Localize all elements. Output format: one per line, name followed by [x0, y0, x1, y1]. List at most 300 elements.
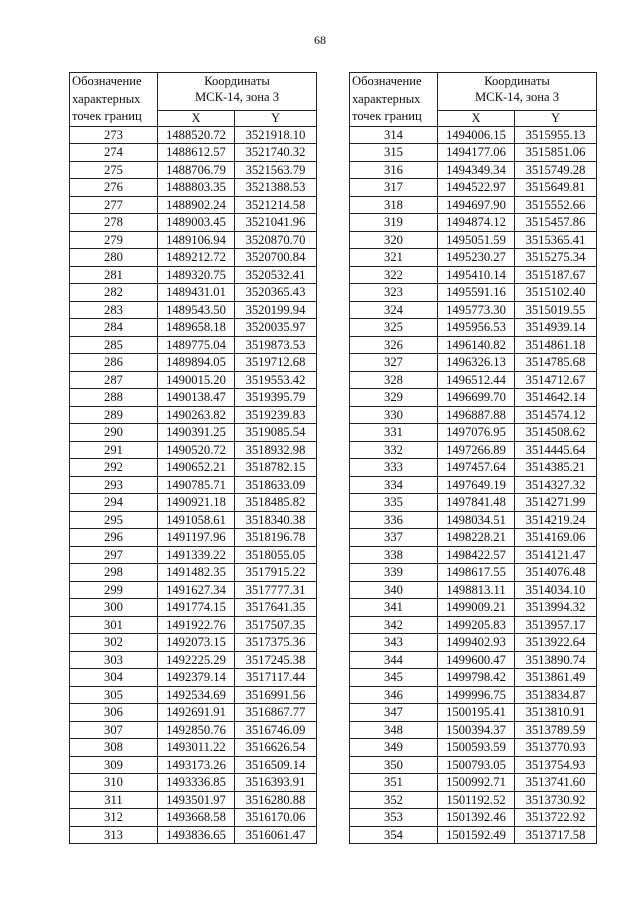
- point-number-cell: 288: [70, 389, 158, 407]
- x-coordinate-cell: 1491058.61: [158, 511, 235, 529]
- table-row: [350, 371, 597, 389]
- y-coordinate-cell: 3515457.86: [515, 214, 597, 232]
- y-coordinate-cell: 3519873.53: [235, 336, 317, 354]
- point-designation-header: [70, 73, 158, 127]
- point-number-cell: 350: [350, 756, 438, 774]
- point-number-cell: 291: [70, 441, 158, 459]
- y-coordinate-cell: 3519239.83: [235, 406, 317, 424]
- table-row: [70, 231, 317, 249]
- y-coordinate-cell: 3513810.91: [515, 704, 597, 722]
- table-row: [350, 564, 597, 582]
- point-number-cell: 322: [350, 266, 438, 284]
- x-coordinate-cell: 1500992.71: [438, 774, 515, 792]
- point-number-cell: 281: [70, 266, 158, 284]
- table-row: [70, 144, 317, 162]
- table-row: [70, 214, 317, 232]
- x-coordinate-cell: 1496699.70: [438, 389, 515, 407]
- y-coordinate-cell: 3514327.32: [515, 476, 597, 494]
- point-number-cell: 346: [350, 686, 438, 704]
- point-number-cell: 297: [70, 546, 158, 564]
- point-number-cell: 286: [70, 354, 158, 372]
- x-column-header: X: [438, 110, 515, 126]
- table-row: [70, 581, 317, 599]
- point-number-cell: 275: [70, 161, 158, 179]
- table-row: [70, 599, 317, 617]
- x-coordinate-cell: 1496512.44: [438, 371, 515, 389]
- y-coordinate-cell: 3513722.92: [515, 809, 597, 827]
- point-number-cell: 317: [350, 179, 438, 197]
- x-coordinate-cell: 1499996.75: [438, 686, 515, 704]
- y-coordinate-cell: 3518633.09: [235, 476, 317, 494]
- y-coordinate-cell: 3516991.56: [235, 686, 317, 704]
- x-coordinate-cell: 1490138.47: [158, 389, 235, 407]
- x-coordinate-cell: 1498617.55: [438, 564, 515, 582]
- x-coordinate-cell: 1499205.83: [438, 616, 515, 634]
- point-header-line: Обозначение: [352, 74, 422, 88]
- table-row: [70, 266, 317, 284]
- y-column-header: Y: [515, 110, 597, 126]
- table-row: [350, 319, 597, 337]
- point-number-cell: 298: [70, 564, 158, 582]
- point-number-cell: 277: [70, 196, 158, 214]
- y-coordinate-cell: 3521214.58: [235, 196, 317, 214]
- table-body-right: [350, 126, 597, 844]
- x-coordinate-cell: 1500195.41: [438, 704, 515, 722]
- table-row: [350, 406, 597, 424]
- point-number-cell: 342: [350, 616, 438, 634]
- table-row: [70, 301, 317, 319]
- x-coordinate-cell: 1497841.48: [438, 494, 515, 512]
- coordinates-header: [438, 73, 597, 111]
- y-coordinate-cell: 3513922.64: [515, 634, 597, 652]
- table-row: [350, 634, 597, 652]
- y-coordinate-cell: 3517507.35: [235, 616, 317, 634]
- table-row: [350, 441, 597, 459]
- point-number-cell: 321: [350, 249, 438, 267]
- coordinate-system-label: МСК-14, зона 3: [194, 90, 280, 104]
- point-number-cell: 280: [70, 249, 158, 267]
- point-number-cell: 348: [350, 721, 438, 739]
- point-number-cell: 279: [70, 231, 158, 249]
- point-number-cell: 331: [350, 424, 438, 442]
- y-coordinate-cell: 3517915.22: [235, 564, 317, 582]
- x-coordinate-cell: 1494349.34: [438, 161, 515, 179]
- y-coordinate-cell: 3515649.81: [515, 179, 597, 197]
- table-row: [70, 616, 317, 634]
- y-coordinate-cell: 3516746.09: [235, 721, 317, 739]
- x-coordinate-cell: 1499402.93: [438, 634, 515, 652]
- x-coordinate-cell: 1495773.30: [438, 301, 515, 319]
- y-coordinate-cell: 3517375.36: [235, 634, 317, 652]
- x-coordinate-cell: 1492073.15: [158, 634, 235, 652]
- point-number-cell: 294: [70, 494, 158, 512]
- y-coordinate-cell: 3514712.67: [515, 371, 597, 389]
- table-row: [350, 791, 597, 809]
- y-coordinate-cell: 3516509.14: [235, 756, 317, 774]
- x-coordinate-cell: 1489894.05: [158, 354, 235, 372]
- table-row: [70, 774, 317, 792]
- point-number-cell: 276: [70, 179, 158, 197]
- table-row: [70, 319, 317, 337]
- y-coordinate-cell: 3513861.49: [515, 669, 597, 687]
- table-row: [70, 284, 317, 302]
- y-coordinate-cell: 3513741.60: [515, 774, 597, 792]
- point-number-cell: 338: [350, 546, 438, 564]
- x-coordinate-cell: 1489320.75: [158, 266, 235, 284]
- table-row: [70, 721, 317, 739]
- table-row: [350, 669, 597, 687]
- x-coordinate-cell: 1497649.19: [438, 476, 515, 494]
- x-coordinate-cell: 1498228.21: [438, 529, 515, 547]
- x-coordinate-cell: 1490263.82: [158, 406, 235, 424]
- point-number-cell: 273: [70, 126, 158, 144]
- point-number-cell: 308: [70, 739, 158, 757]
- point-number-cell: 325: [350, 319, 438, 337]
- table-row: [350, 214, 597, 232]
- y-coordinate-cell: 3514861.18: [515, 336, 597, 354]
- point-number-cell: 352: [350, 791, 438, 809]
- point-number-cell: 323: [350, 284, 438, 302]
- y-coordinate-cell: 3520532.41: [235, 266, 317, 284]
- y-coordinate-cell: 3515955.13: [515, 126, 597, 144]
- table-row: [350, 284, 597, 302]
- point-number-cell: 274: [70, 144, 158, 162]
- point-number-cell: 283: [70, 301, 158, 319]
- point-number-cell: 345: [350, 669, 438, 687]
- y-coordinate-cell: 3516061.47: [235, 826, 317, 844]
- table-row: [350, 511, 597, 529]
- y-coordinate-cell: 3515552.66: [515, 196, 597, 214]
- point-number-cell: 287: [70, 371, 158, 389]
- table-row: [70, 634, 317, 652]
- table-row: [70, 441, 317, 459]
- x-coordinate-cell: 1497076.95: [438, 424, 515, 442]
- point-header-line: точек границ: [352, 109, 422, 123]
- x-coordinate-cell: 1493668.58: [158, 809, 235, 827]
- table-row: [350, 231, 597, 249]
- x-coordinate-cell: 1498422.57: [438, 546, 515, 564]
- table-row: [70, 476, 317, 494]
- y-coordinate-cell: 3518340.38: [235, 511, 317, 529]
- x-coordinate-cell: 1490015.20: [158, 371, 235, 389]
- point-number-cell: 300: [70, 599, 158, 617]
- y-coordinate-cell: 3516626.54: [235, 739, 317, 757]
- y-coordinate-cell: 3518196.78: [235, 529, 317, 547]
- point-header-line: Обозначение: [72, 74, 142, 88]
- y-coordinate-cell: 3514076.48: [515, 564, 597, 582]
- y-coordinate-cell: 3515102.40: [515, 284, 597, 302]
- y-coordinate-cell: 3513957.17: [515, 616, 597, 634]
- x-coordinate-cell: 1491627.34: [158, 581, 235, 599]
- point-number-cell: 293: [70, 476, 158, 494]
- point-number-cell: 330: [350, 406, 438, 424]
- y-coordinate-cell: 3517117.44: [235, 669, 317, 687]
- y-coordinate-cell: 3514271.99: [515, 494, 597, 512]
- y-coordinate-cell: 3518932.98: [235, 441, 317, 459]
- x-coordinate-cell: 1492850.76: [158, 721, 235, 739]
- x-coordinate-cell: 1496326.13: [438, 354, 515, 372]
- table-row: [70, 354, 317, 372]
- point-number-cell: 337: [350, 529, 438, 547]
- x-coordinate-cell: 1500793.05: [438, 756, 515, 774]
- table-row: [350, 459, 597, 477]
- x-coordinate-cell: 1495230.27: [438, 249, 515, 267]
- y-coordinate-cell: 3513789.59: [515, 721, 597, 739]
- y-coordinate-cell: 3520700.84: [235, 249, 317, 267]
- point-number-cell: 353: [350, 809, 438, 827]
- x-coordinate-cell: 1496140.82: [438, 336, 515, 354]
- point-number-cell: 296: [70, 529, 158, 547]
- coordinates-header-title: Координаты: [204, 74, 270, 88]
- table-row: [350, 581, 597, 599]
- y-coordinate-cell: 3517777.31: [235, 581, 317, 599]
- point-number-cell: 336: [350, 511, 438, 529]
- x-coordinate-cell: 1491482.35: [158, 564, 235, 582]
- point-number-cell: 302: [70, 634, 158, 652]
- point-number-cell: 305: [70, 686, 158, 704]
- y-coordinate-cell: 3515187.67: [515, 266, 597, 284]
- y-coordinate-cell: 3514034.10: [515, 581, 597, 599]
- y-coordinate-cell: 3513890.74: [515, 651, 597, 669]
- table-row: [350, 266, 597, 284]
- y-coordinate-cell: 3519085.54: [235, 424, 317, 442]
- point-number-cell: 313: [70, 826, 158, 844]
- point-number-cell: 333: [350, 459, 438, 477]
- table-row: [350, 739, 597, 757]
- point-designation-header: [350, 73, 438, 127]
- table-row: [350, 651, 597, 669]
- x-coordinate-cell: 1499600.47: [438, 651, 515, 669]
- coordinates-table-left: [69, 72, 317, 844]
- x-coordinate-cell: 1501392.46: [438, 809, 515, 827]
- point-number-cell: 340: [350, 581, 438, 599]
- point-number-cell: 328: [350, 371, 438, 389]
- x-coordinate-cell: 1491197.96: [158, 529, 235, 547]
- y-coordinate-cell: 3521918.10: [235, 126, 317, 144]
- x-coordinate-cell: 1499009.21: [438, 599, 515, 617]
- point-number-cell: 309: [70, 756, 158, 774]
- x-coordinate-cell: 1492691.91: [158, 704, 235, 722]
- x-coordinate-cell: 1495956.53: [438, 319, 515, 337]
- y-coordinate-cell: 3514169.06: [515, 529, 597, 547]
- point-number-cell: 344: [350, 651, 438, 669]
- table-row: [350, 704, 597, 722]
- x-coordinate-cell: 1489543.50: [158, 301, 235, 319]
- table-row: [350, 809, 597, 827]
- table-row: [350, 686, 597, 704]
- x-coordinate-cell: 1488902.24: [158, 196, 235, 214]
- table-row: [350, 599, 597, 617]
- x-coordinate-cell: 1490921.18: [158, 494, 235, 512]
- y-coordinate-cell: 3513754.93: [515, 756, 597, 774]
- point-number-cell: 349: [350, 739, 438, 757]
- x-coordinate-cell: 1492379.14: [158, 669, 235, 687]
- y-coordinate-cell: 3514385.21: [515, 459, 597, 477]
- x-coordinate-cell: 1489106.94: [158, 231, 235, 249]
- table-row: [350, 354, 597, 372]
- y-coordinate-cell: 3514445.64: [515, 441, 597, 459]
- table-row: [70, 826, 317, 844]
- point-number-cell: 284: [70, 319, 158, 337]
- table-row: [350, 144, 597, 162]
- y-coordinate-cell: 3514939.14: [515, 319, 597, 337]
- table-row: [70, 494, 317, 512]
- table-row: [70, 809, 317, 827]
- x-coordinate-cell: 1489431.01: [158, 284, 235, 302]
- point-number-cell: 318: [350, 196, 438, 214]
- x-coordinate-cell: 1489003.45: [158, 214, 235, 232]
- x-coordinate-cell: 1489658.18: [158, 319, 235, 337]
- x-coordinate-cell: 1488803.35: [158, 179, 235, 197]
- y-coordinate-cell: 3518782.15: [235, 459, 317, 477]
- table-row: [350, 546, 597, 564]
- point-number-cell: 314: [350, 126, 438, 144]
- point-number-cell: 320: [350, 231, 438, 249]
- y-coordinate-cell: 3516867.77: [235, 704, 317, 722]
- y-coordinate-cell: 3518485.82: [235, 494, 317, 512]
- point-number-cell: 312: [70, 809, 158, 827]
- table-row: [70, 371, 317, 389]
- point-number-cell: 304: [70, 669, 158, 687]
- point-number-cell: 339: [350, 564, 438, 582]
- x-coordinate-cell: 1495051.59: [438, 231, 515, 249]
- x-coordinate-cell: 1493836.65: [158, 826, 235, 844]
- y-coordinate-cell: 3515275.34: [515, 249, 597, 267]
- y-coordinate-cell: 3515749.28: [515, 161, 597, 179]
- y-coordinate-cell: 3518055.05: [235, 546, 317, 564]
- point-number-cell: 289: [70, 406, 158, 424]
- x-coordinate-cell: 1493173.26: [158, 756, 235, 774]
- y-coordinate-cell: 3520199.94: [235, 301, 317, 319]
- point-number-cell: 329: [350, 389, 438, 407]
- y-coordinate-cell: 3517245.38: [235, 651, 317, 669]
- point-number-cell: 347: [350, 704, 438, 722]
- table-row: [350, 249, 597, 267]
- x-coordinate-cell: 1498813.11: [438, 581, 515, 599]
- x-coordinate-cell: 1494006.15: [438, 126, 515, 144]
- point-number-cell: 319: [350, 214, 438, 232]
- y-coordinate-cell: 3513730.92: [515, 791, 597, 809]
- x-coordinate-cell: 1488520.72: [158, 126, 235, 144]
- x-coordinate-cell: 1493011.22: [158, 739, 235, 757]
- table-row: [70, 686, 317, 704]
- x-coordinate-cell: 1489775.04: [158, 336, 235, 354]
- x-coordinate-cell: 1501592.49: [438, 826, 515, 844]
- table-body-left: [70, 126, 317, 844]
- point-number-cell: 335: [350, 494, 438, 512]
- point-header-line: характерных: [352, 91, 421, 106]
- y-coordinate-cell: 3517641.35: [235, 599, 317, 617]
- x-coordinate-cell: 1492534.69: [158, 686, 235, 704]
- x-coordinate-cell: 1491774.15: [158, 599, 235, 617]
- point-number-cell: 354: [350, 826, 438, 844]
- x-coordinate-cell: 1497457.64: [438, 459, 515, 477]
- point-number-cell: 326: [350, 336, 438, 354]
- point-number-cell: 290: [70, 424, 158, 442]
- y-coordinate-cell: 3520365.43: [235, 284, 317, 302]
- point-number-cell: 324: [350, 301, 438, 319]
- y-coordinate-cell: 3519395.79: [235, 389, 317, 407]
- point-number-cell: 332: [350, 441, 438, 459]
- y-coordinate-cell: 3513994.32: [515, 599, 597, 617]
- x-coordinate-cell: 1494177.06: [438, 144, 515, 162]
- table-row: [70, 249, 317, 267]
- table-row: [70, 459, 317, 477]
- y-coordinate-cell: 3519712.68: [235, 354, 317, 372]
- table-row: [70, 704, 317, 722]
- point-number-cell: 285: [70, 336, 158, 354]
- x-coordinate-cell: 1491339.22: [158, 546, 235, 564]
- x-coordinate-cell: 1490785.71: [158, 476, 235, 494]
- point-number-cell: 292: [70, 459, 158, 477]
- point-number-cell: 327: [350, 354, 438, 372]
- table-row: [70, 564, 317, 582]
- y-coordinate-cell: 3521041.96: [235, 214, 317, 232]
- y-coordinate-cell: 3514219.24: [515, 511, 597, 529]
- point-number-cell: 301: [70, 616, 158, 634]
- point-header-line: характерных: [72, 91, 141, 106]
- table-row: [350, 826, 597, 844]
- coordinate-system-label: МСК-14, зона 3: [474, 90, 560, 104]
- table-row: [350, 179, 597, 197]
- y-coordinate-cell: 3513834.87: [515, 686, 597, 704]
- coordinates-header-title: Координаты: [484, 74, 550, 88]
- point-number-cell: 303: [70, 651, 158, 669]
- y-coordinate-cell: 3516280.88: [235, 791, 317, 809]
- table-row: [70, 161, 317, 179]
- table-row: [70, 511, 317, 529]
- table-row: [350, 774, 597, 792]
- point-number-cell: 282: [70, 284, 158, 302]
- x-coordinate-cell: 1501192.52: [438, 791, 515, 809]
- table-row: [70, 756, 317, 774]
- x-coordinate-cell: 1491922.76: [158, 616, 235, 634]
- point-header-line: точек границ: [72, 109, 142, 123]
- table-row: [350, 389, 597, 407]
- x-coordinate-cell: 1500394.37: [438, 721, 515, 739]
- table-row: [70, 424, 317, 442]
- point-number-cell: 315: [350, 144, 438, 162]
- x-coordinate-cell: 1495410.14: [438, 266, 515, 284]
- point-number-cell: 311: [70, 791, 158, 809]
- table-row: [70, 791, 317, 809]
- point-number-cell: 278: [70, 214, 158, 232]
- x-coordinate-cell: 1493336.85: [158, 774, 235, 792]
- y-coordinate-cell: 3514642.14: [515, 389, 597, 407]
- y-coordinate-cell: 3513717.58: [515, 826, 597, 844]
- x-coordinate-cell: 1490391.25: [158, 424, 235, 442]
- table-row: [70, 669, 317, 687]
- table-row: [350, 529, 597, 547]
- table-row: [70, 389, 317, 407]
- point-number-cell: 306: [70, 704, 158, 722]
- point-number-cell: 334: [350, 476, 438, 494]
- table-row: [350, 756, 597, 774]
- x-coordinate-cell: 1498034.51: [438, 511, 515, 529]
- x-coordinate-cell: 1496887.88: [438, 406, 515, 424]
- table-row: [70, 651, 317, 669]
- y-coordinate-cell: 3521563.79: [235, 161, 317, 179]
- table-row: [70, 406, 317, 424]
- y-coordinate-cell: 3515019.55: [515, 301, 597, 319]
- x-coordinate-cell: 1500593.59: [438, 739, 515, 757]
- point-number-cell: 299: [70, 581, 158, 599]
- table-row: [350, 424, 597, 442]
- x-coordinate-cell: 1494522.97: [438, 179, 515, 197]
- table-row: [350, 161, 597, 179]
- table-row: [350, 301, 597, 319]
- table-row: [350, 616, 597, 634]
